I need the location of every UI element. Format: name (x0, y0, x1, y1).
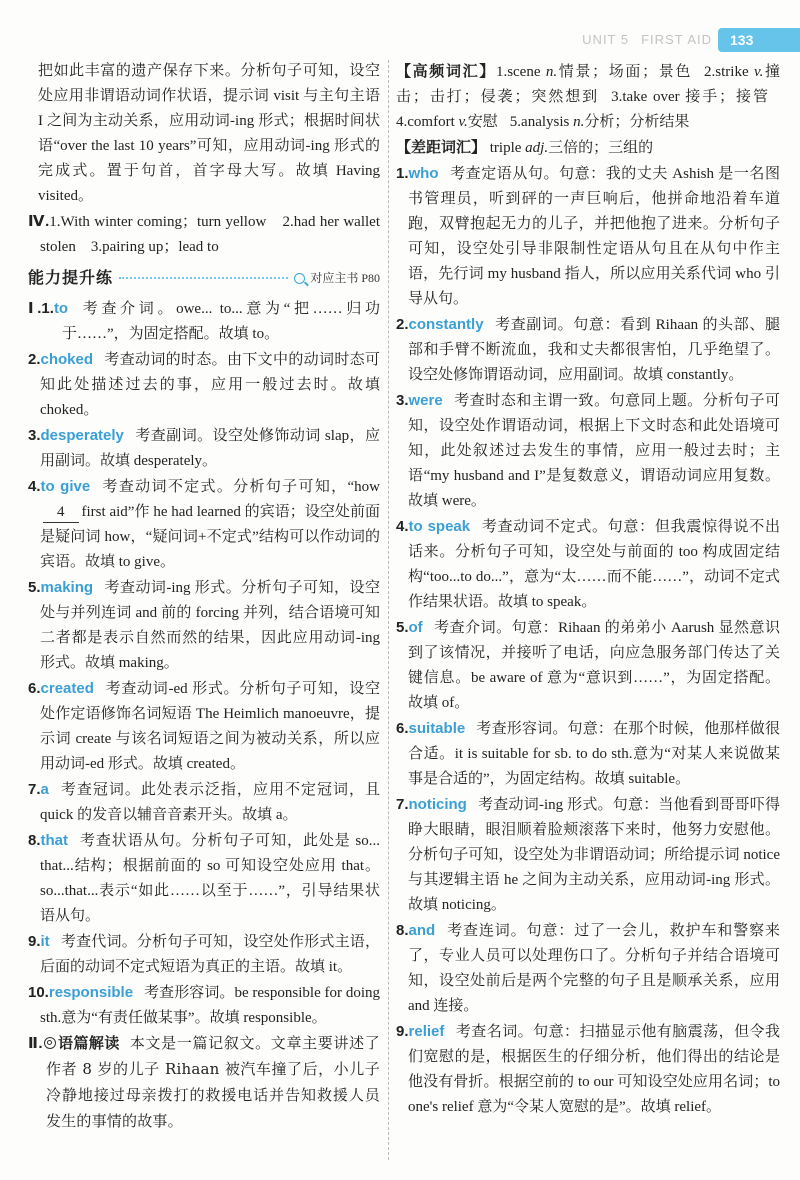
item-number: 2. (28, 351, 41, 368)
vocab-pos: n. (545, 64, 558, 80)
explanation: 考查冠词。此处表示泛指，应用不定冠词，且 quick 的发音以辅音音素开头。故填 a。 (40, 782, 380, 823)
vocab-word: take over (622, 89, 680, 105)
explanation: 考查动词-ing 形式。分析句子可知，设空处与并列连词 and 前的 forcing 并列，结合语境可知二者都是表示自然而然的结果，因此应用动词-ing 形式。故填 making。 (40, 580, 380, 671)
unit-title: FIRST AID (641, 32, 712, 47)
answer-item (28, 777, 380, 828)
part-iv-answers (28, 209, 380, 260)
answer-word: to (53, 300, 69, 317)
answer-item (28, 575, 380, 676)
answer-item (396, 918, 780, 1019)
explanation-end: first aid”作 he had learned 的宾语；设空处前面是疑问词 how，“疑问词+不定式”结构可以作动词的宾语。故填 to give。 (40, 504, 380, 570)
item-number: 4. (396, 518, 409, 535)
answer-item (28, 929, 380, 980)
vocab-entry (510, 114, 690, 130)
item-number: 9. (396, 1023, 409, 1040)
passage-summary (28, 1031, 380, 1135)
dotted-rule (119, 277, 288, 279)
explanation: 考查形容词。句意：在那个时候，他那样做很合适。it is suitable for sb. to do sth.意为“对某人来说做某事是合适的”，为固定结构。故填 suitable。 (408, 721, 780, 787)
section-header (28, 260, 380, 296)
answer-word: to speak (408, 518, 471, 535)
item-number: 2. (396, 316, 409, 333)
vocab-number: 5. (509, 114, 522, 130)
vocab-pos: v. (754, 64, 764, 80)
blank-number: 4 (43, 502, 79, 523)
answer-item (28, 474, 380, 575)
vocab-meaning: 接手；接管 (685, 89, 768, 105)
item-number: 8. (396, 922, 409, 939)
answer-word: and (408, 922, 436, 939)
answer-word: responsible (48, 984, 134, 1001)
answer-word: making (40, 579, 94, 596)
explanation: 考查名词。句意：扫描显示他有脑震荡，但令我们宽慰的是，根据医生的仔细分析，他们得出的结论是他没有骨折。根据空前的 to our 可知设空处应用名词；to one's relief 意为“令某人宽慰的是”。故填 relief。 (408, 1024, 780, 1115)
page-number: 133 (730, 32, 754, 48)
explanation: 考查时态和主谓一致。句意同上题。分析句子可知，设空处作谓语动词，根据上下文时态和此处语境可知，此处叙述过去发生的事情，应用一般过去时；主语“my husband and I”是复数意义，谓语动词应用复数。故填 were。 (408, 393, 780, 509)
right-column (396, 59, 780, 1120)
answer-item (396, 1019, 780, 1120)
explanation: 考查副词。设空处修饰动词 slap，应用副词。故填 desperately。 (40, 428, 380, 469)
vocab-meaning: 情景；场面；景色 (557, 64, 693, 80)
vocab-word: comfort (407, 114, 455, 130)
item-number: 7. (28, 781, 41, 798)
item-number: 5. (28, 579, 41, 596)
answer-word: to give (40, 478, 91, 495)
item-number: 1. (396, 165, 409, 182)
vocab-word: strike (715, 64, 749, 80)
unit-label: UNIT 5 (582, 32, 630, 47)
answer-item (396, 161, 780, 312)
section-reference: 对应主书 P80 (310, 270, 380, 285)
answer-word: desperately (40, 427, 124, 444)
explanation: 考查动词-ing 形式。句意：当他看到哥哥吓得睁大眼睛，眼泪顺着脸颊滚落下来时，他努力安慰他。分析句子可知，设空处为非谓语动词；所给提示词 notice 与其逻辑主语 he 之间为主动关系，应用动词-ing 形式。故填 noticing。 (408, 797, 780, 913)
vocab-meaning: 三倍的；三组的 (548, 140, 654, 156)
vocab-word: analysis (521, 114, 570, 130)
answer-item (28, 980, 380, 1031)
answer-item (28, 296, 380, 347)
answer-word: noticing (408, 796, 467, 813)
answer-word: it (40, 933, 50, 950)
answer-word: created (40, 680, 94, 697)
explanation: 考查副词。句意：看到 Rihaan 的头部、腿部和手臂不断流血，我和丈夫都很害怕，几乎绝望了。设空处修饰谓语动词，应用副词。故填 constantly。 (408, 317, 780, 383)
vocab-entry (611, 89, 768, 105)
explanation: 考查介词。owe... to...意为“把……归功于……”，为固定搭配。故填 to。 (62, 301, 380, 342)
left-column (28, 59, 380, 1135)
explanation: 考查动词不定式。句意：但我震惊得说不出话来。分析句子可知，设空处与前面的 too 构成固定结构“too...to do...”，意为“太……而不能……”，动词不定式作结果状语。故填 to speak。 (408, 519, 780, 610)
vocab-meaning: 分析；分析结果 (584, 114, 690, 130)
answer-word: choked (40, 351, 94, 368)
vocab-number: 3. (611, 89, 623, 105)
item-number: 5. (396, 619, 409, 636)
vocab-pos: n. (573, 114, 585, 130)
answer-item (396, 792, 780, 918)
vocab-word: triple (489, 140, 522, 156)
page-number-tab (718, 28, 800, 52)
answer-item (28, 347, 380, 423)
explanation: 考查介词。句意：Rihaan 的弟弟小 Aarush 显然意识到了该情况，并接听了电话，向应急服务部门传达了关键信息。be aware of 意为“意识到……”，为固定搭配。故填 of。 (408, 620, 780, 711)
explanation: 考查代词。分析句子可知，设空处作形式主语，后面的动词不定式短语为真正的主语。故填 it。 (40, 934, 380, 975)
item-number: 9. (28, 933, 41, 950)
part-label: Ⅱ. (28, 1035, 43, 1052)
vocab-pos: adj. (525, 140, 549, 156)
answer-item (396, 716, 780, 792)
answer-item (28, 676, 380, 777)
item-number: 1. (41, 300, 54, 317)
item-number: 7. (396, 796, 409, 813)
vocab-number: 1. (495, 64, 508, 80)
explanation: 考查动词-ed 形式。分析句子可知，设空处作定语修饰名词短语 The Heimlich manoeuvre，提示词 create 与该名词短语之间为被动关系，所以应用动词-ed 形式。故填 created。 (40, 681, 380, 772)
vocabulary-label: 【差距词汇】 (396, 139, 487, 156)
answer-word: a (40, 781, 49, 798)
vocab-meaning: 撞击；击打；侵袭；突然想到 (396, 64, 780, 105)
item-number: 8. (28, 832, 41, 849)
magnifier-icon (294, 273, 305, 284)
answer-word: suitable (408, 720, 466, 737)
part-label: Ⅰ. (28, 300, 42, 317)
explanation: 考查连词。句意：过了一会儿，救护车和警察来了，专业人员可以处理伤口了。分析句子并结合语境可知，设空处前后是两个完整的句子且是顺承关系，应用 and 连接。 (408, 923, 780, 1014)
vocab-meaning: 安慰 (467, 114, 498, 130)
answer-item (396, 388, 780, 514)
section-title: 能力提升练 (28, 269, 114, 287)
item-number: 6. (396, 720, 409, 737)
passage-tag: 语篇解读 (57, 1035, 120, 1052)
explanation: 考查动词的时态。由下文中的动词时态可知此处描述过去的事，应用一般过去时。故填 choked。 (40, 352, 380, 418)
explanation: 考查形容词。be responsible for doing sth.意为“有责任做某事”。故填 responsible。 (40, 985, 380, 1026)
item-number: 4. (28, 478, 41, 495)
answer-item (396, 514, 780, 615)
running-header (560, 31, 712, 49)
double-circle-icon (44, 1037, 56, 1049)
answer-item (396, 615, 780, 716)
answer-word: constantly (408, 316, 484, 333)
gap-vocabulary (396, 135, 780, 161)
answer-word: were (408, 392, 443, 409)
answer-word: relief (408, 1023, 445, 1040)
explanation-start: 考查动词不定式。分析句子可知，“how (101, 479, 380, 495)
answer-word: that (40, 832, 69, 849)
vocab-entry (396, 114, 498, 130)
continued-explanation: 把如此丰富的遗产保存下来。分析句子可知，设空处应用非谓语动词作状语，提示词 visit 与主句主语 I 之间为主动关系，应用动词-ing 形式；根据时间状语“over the last 10 years”可知，应用动词-ing 形式的完成式。置于句首，首字母大写。故填 Having visited。 (38, 63, 380, 204)
item-number: 3. (28, 427, 41, 444)
passage-summary-text: 本文是一篇记叙文。文章主要讲述了作者 8 岁的儿子 Rihaan 被汽车撞了后，小儿子冷静地接过母亲拨打的救援电话并告知救援人员发生的事情的故事。 (46, 1034, 380, 1130)
explanation: 考查状语从句。分析句子可知，此处是 so... that...结构；根据前面的 so 可知设空处应用 that。so...that...表示“如此……以至于……”，引导结果状语从句。 (40, 833, 380, 924)
vocab-number: 4. (396, 114, 408, 130)
answer-item (28, 828, 380, 929)
vocab-entry (496, 64, 692, 80)
high-frequency-vocabulary (396, 59, 780, 135)
vocab-number: 2. (704, 64, 716, 80)
item-number: 6. (28, 680, 41, 697)
answer-item (28, 423, 380, 474)
item-number: 3. (396, 392, 409, 409)
column-divider (388, 60, 389, 1160)
item-number: 10. (28, 984, 49, 1001)
vocab-pos: v. (458, 114, 468, 130)
part-iv-text: 1.With winter coming；turn yellow 2.had her wallet stolen 3.pairing up；lead to (40, 214, 380, 255)
vocab-word: scene (507, 64, 541, 80)
answer-word: of (408, 619, 423, 636)
explanation: 考查定语从句。句意：我的丈夫 Ashish 是一名图书管理员，听到砰的一声巨响后，他拼命地沿着车道跑，双臂抱起无力的儿子，并把他抱了进来。分析句子可知，设空处引导非限制性定语从句且在从句中作主语，先行词 my husband 指人，所以应用关系代词 who 引导从句。 (408, 166, 780, 307)
vocabulary-label: 【高频词汇】 (396, 63, 496, 80)
part-label: Ⅳ. (28, 213, 50, 230)
answer-item (396, 312, 780, 388)
answer-word: who (408, 165, 439, 182)
